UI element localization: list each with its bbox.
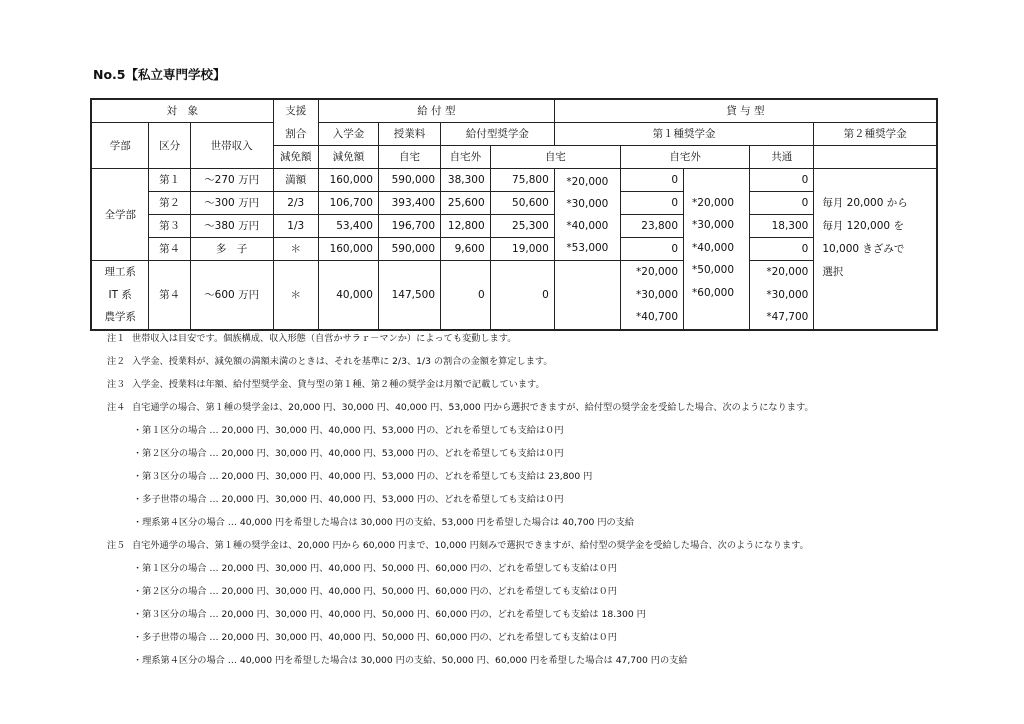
table-row bbox=[91, 192, 937, 215]
header-jitakugai: 自宅外 bbox=[441, 146, 491, 169]
table-row bbox=[91, 215, 937, 238]
dai1-jitakugai-amount: 0 bbox=[750, 192, 814, 215]
kubun-cell: 第３ bbox=[149, 215, 190, 238]
table-row bbox=[91, 261, 937, 331]
setai-cell: 多 子 bbox=[190, 238, 273, 261]
nyugaku-cell: 160,000 bbox=[319, 238, 379, 261]
shien-cell: ＊ bbox=[273, 261, 319, 331]
dai1-jitakugai-r5: *20,000 *30,000 *47,700 bbox=[750, 261, 814, 331]
kubun-cell: 第４ bbox=[149, 238, 190, 261]
dai1-jitaku-r5: *20,000 *30,000 *40,700 bbox=[620, 261, 683, 331]
dai1-jitaku-amount: 0 bbox=[620, 192, 683, 215]
jitaku-cell: 0 bbox=[441, 261, 491, 331]
jitakugai-cell: 19,000 bbox=[490, 238, 554, 261]
header-dai1: 第１種奨学金 bbox=[554, 123, 814, 146]
dai1-jitaku-amount: 23,800 bbox=[620, 215, 683, 238]
shien-cell: 2/3 bbox=[273, 192, 319, 215]
note4-item: ・第２区分の場合 … 20,000 円、30,000 円、40,000 円、53,000 円の、どれを希望しても支給は０円 bbox=[133, 448, 564, 459]
scholarship-table bbox=[90, 98, 938, 331]
header-shien: 支援 割合 bbox=[273, 99, 319, 146]
header-kubun: 区分 bbox=[149, 123, 190, 169]
header-setai: 世帯収入 bbox=[190, 123, 273, 169]
shien-cell: ＊ bbox=[273, 238, 319, 261]
jugyo-cell: 196,700 bbox=[378, 215, 440, 238]
jitakugai-cell: 0 bbox=[490, 261, 554, 331]
dai1-jitaku-options: *20,000 *30,000 *40,000 *53,000 bbox=[554, 169, 620, 261]
jitakugai-cell: 25,300 bbox=[490, 215, 554, 238]
dai1-jitakugai-options: *20,000 *30,000 *40,000 *50,000 *60,000 bbox=[684, 169, 750, 331]
kubun-cell: 第２ bbox=[149, 192, 190, 215]
dai1-jitaku-blank bbox=[554, 261, 620, 331]
note5-item: ・第３区分の場合 … 20,000 円、30,000 円、40,000 円、50,000 円、60,000 円の、どれを希望しても支給は 18.300 円 bbox=[133, 609, 646, 620]
dai1-jitaku-amount: 0 bbox=[620, 169, 683, 192]
dai2-text: 毎月 20,000 から 毎月 120,000 を 10,000 きざみで 選択 bbox=[814, 169, 937, 331]
header-kyufu-shogaku: 給付型奨学金 bbox=[441, 123, 555, 146]
note5-item: ・理系第４区分の場合 … 40,000 円を希望した場合は 30,000 円の支給、50,000 円、60,000 円を希望した場合は 47,700 円の支給 bbox=[133, 655, 688, 666]
header-gemmen: 減免額 bbox=[319, 146, 379, 169]
header-nyugaku: 入学金 bbox=[319, 123, 379, 146]
shien-cell: 1/3 bbox=[273, 215, 319, 238]
header-kyotsu: 共通 bbox=[750, 146, 814, 169]
setai-cell: ～270 万円 bbox=[190, 169, 273, 192]
jitakugai-cell: 75,800 bbox=[490, 169, 554, 192]
header-dai2: 第２種奨学金 bbox=[814, 123, 937, 146]
kubun-cell: 第１ bbox=[149, 169, 190, 192]
kubun-cell: 第４ bbox=[149, 261, 190, 331]
gakubu-rikou: 理工系 IT 系 農学系 bbox=[91, 261, 149, 331]
note4-item: ・多子世帯の場合 … 20,000 円、30,000 円、40,000 円、53,000 円の、どれを希望しても支給は０円 bbox=[133, 494, 564, 505]
header-jitaku: 自宅 bbox=[378, 146, 440, 169]
nyugaku-cell: 40,000 bbox=[319, 261, 379, 331]
header-dai1-jitaku: 自宅 bbox=[490, 146, 620, 169]
dai1-jitakugai-amount: 0 bbox=[750, 169, 814, 192]
jitaku-cell: 25,600 bbox=[441, 192, 491, 215]
header-dai1-jitakugai: 自宅外 bbox=[620, 146, 749, 169]
header-kyufu: 給 付 型 bbox=[319, 99, 555, 123]
dai1-jitaku-amount: 0 bbox=[620, 238, 683, 261]
nyugaku-cell: 106,700 bbox=[319, 192, 379, 215]
note5-item: ・第１区分の場合 … 20,000 円、30,000 円、40,000 円、50,000 円、60,000 円の、どれを希望しても支給は０円 bbox=[133, 563, 617, 574]
jugyo-cell: 147,500 bbox=[378, 261, 440, 331]
header-taiyo: 貸 与 型 bbox=[554, 99, 937, 123]
gakubu-zen: 全学部 bbox=[91, 169, 149, 261]
header-gemmen: 減免額 bbox=[273, 146, 319, 169]
jitaku-cell: 12,800 bbox=[441, 215, 491, 238]
setai-cell: ～380 万円 bbox=[190, 215, 273, 238]
setai-cell: ～300 万円 bbox=[190, 192, 273, 215]
header-taisho: 対 象 bbox=[91, 99, 273, 123]
header-gakubu: 学部 bbox=[91, 123, 149, 169]
note5-item: ・第２区分の場合 … 20,000 円、30,000 円、40,000 円、50,000 円、60,000 円の、どれを希望しても支給は０円 bbox=[133, 586, 617, 597]
note4-item: ・第３区分の場合 … 20,000 円、30,000 円、40,000 円、53,000 円の、どれを希望しても支給は 23,800 円 bbox=[133, 471, 593, 482]
jugyo-cell: 393,400 bbox=[378, 192, 440, 215]
shien-cell: 満額 bbox=[273, 169, 319, 192]
header-jugyo: 授業料 bbox=[378, 123, 440, 146]
jitaku-cell: 9,600 bbox=[441, 238, 491, 261]
nyugaku-cell: 160,000 bbox=[319, 169, 379, 192]
page-title: No.5【私立専門学校】 bbox=[93, 67, 226, 82]
note4-item: ・理系第４区分の場合 … 40,000 円を希望した場合は 30,000 円の支給、53,000 円を希望した場合は 40,700 円の支給 bbox=[133, 517, 635, 528]
jitakugai-cell: 50,600 bbox=[490, 192, 554, 215]
table-row bbox=[91, 169, 937, 192]
note5-item: ・多子世帯の場合 … 20,000 円、30,000 円、40,000 円、50,000 円、60,000 円の、どれを希望しても支給は０円 bbox=[133, 632, 617, 643]
jugyo-cell: 590,000 bbox=[378, 238, 440, 261]
jitaku-cell: 38,300 bbox=[441, 169, 491, 192]
note4-item: ・第１区分の場合 … 20,000 円、30,000 円、40,000 円、53,000 円の、どれを希望しても支給は０円 bbox=[133, 425, 564, 436]
dai1-jitakugai-amount: 0 bbox=[750, 238, 814, 261]
dai1-jitakugai-amount: 18,300 bbox=[750, 215, 814, 238]
nyugaku-cell: 53,400 bbox=[319, 215, 379, 238]
jugyo-cell: 590,000 bbox=[378, 169, 440, 192]
table-row bbox=[91, 238, 937, 261]
setai-cell: ～600 万円 bbox=[190, 261, 273, 331]
